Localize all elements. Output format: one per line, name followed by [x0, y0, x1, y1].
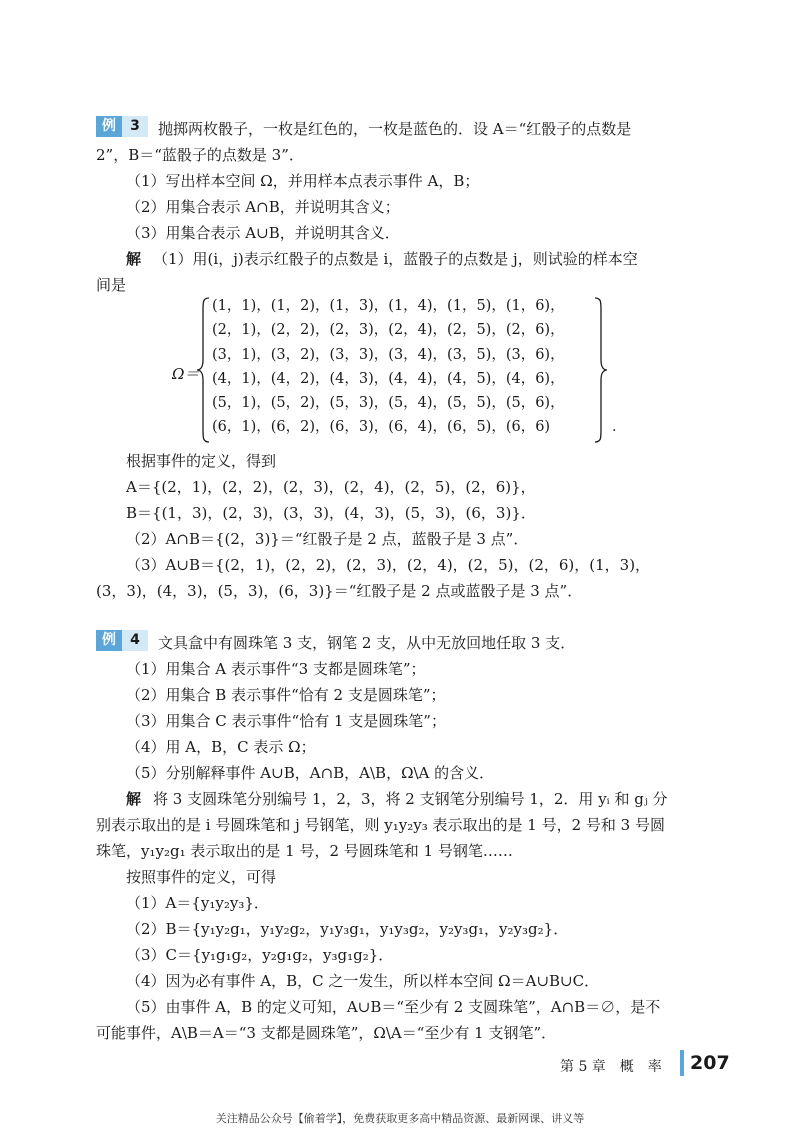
chapter-label: 第 5 章 概 率 [560, 1059, 662, 1075]
example-4-question-1: （1）用集合 A 表示事件“3 支都是圆珠笔”； [126, 660, 426, 678]
bottom-promo-note: 关注精品公众号【偷着学】，免费获取更多高中精品资源、最新网课、讲义等 [215, 1112, 585, 1125]
omega-row-6: (6，1)，(6，2)，(6，3)，(6，4)，(6，5)，(6，6) ． [212, 419, 627, 436]
example-3-question-1: （1）写出样本空间 Ω，并用样本点表示事件 A，B； [126, 172, 480, 190]
example-3-after-line-1: 根据事件的定义，得到 [126, 452, 277, 470]
omega-row-1: (1，1)，(1，2)，(1，3)，(1，4)，(1，5)，(1，6)， [212, 298, 565, 314]
example-3-question-3: （3）用集合表示 A∪B，并说明其含义． [126, 224, 400, 242]
example-4-solution-line-3: 珠笔，y₁y₂g₁ 表示取出的是 1 号，2 号圆珠笔和 1 号钢笔…… [96, 842, 513, 860]
example-3-block [96, 116, 708, 298]
example-3-solution-line-1: 解 （1）用(i，j)表示红骰子的点数是 i，蓝骰子的点数是 j，则试验的样本空 [126, 250, 638, 268]
example-3-answer-2: （2）A∩B＝{(2，3)}＝“红骰子是 2 点，蓝骰子是 3 点”． [126, 530, 529, 548]
example-4-badge: 例 4 [96, 630, 148, 651]
omega-row-2: (2，1)，(2，2)，(2，3)，(2，4)，(2，5)，(2，6)， [212, 322, 565, 339]
example-4-answer-2: （2）B＝{y₁y₂g₁，y₁y₂g₂，y₁y₃g₁，y₁y₃g₂，y₂y₃g₁，y₂y₃g₂}． [126, 920, 569, 938]
example-3-answer-3-line-2: (3，3)，(4，3)，(5，3)，(6，3)}＝“红骰子是 2 点或蓝骰子是 3 点”． [96, 582, 583, 600]
example-4-solution-line-1: 解 将 3 支圆珠笔分别编号 1，2，3，将 2 支钢笔分别编号 1，2．用 yᵢ 和 gⱼ 分 [126, 790, 668, 808]
right-brace [595, 298, 607, 442]
example-3-badge: 例 3 [96, 116, 148, 137]
example-3-set-b: B＝{(1，3)，(2，3)，(3，3)，(4，3)，(5，3)，(6，3)}． [126, 504, 536, 522]
example-4-solution-line-2: 别表示取出的是 i 号圆珠笔和 j 号钢笔，则 y₁y₂y₃ 表示取出的是 1 号，2 号和 3 号圆 [96, 816, 665, 834]
omega-row-3: (3，1)，(3，2)，(3，3)，(3，4)，(3，5)，(3，6)， [212, 346, 565, 363]
left-brace [197, 298, 209, 442]
omega-row-5: (5，1)，(5，2)，(5，3)，(5，4)，(5，5)，(5，6)， [212, 395, 565, 412]
page-number-bar [680, 1050, 684, 1076]
example-4-answer-4: （4）因为必有事件 A，B，C 之一发生，所以样本空间 Ω＝A∪B∪C． [126, 972, 600, 990]
example-3-solution-line-2: 间是 [96, 276, 127, 294]
example-4-answer-1: （1）A＝{y₁y₂y₃}． [126, 894, 269, 912]
example-4-answer-5-line-1: （5）由事件 A，B 的定义可知，A∪B＝“至少有 2 支圆珠笔”，A∩B＝∅，是不 [126, 998, 661, 1016]
example-4-question-2: （2）用集合 B 表示事件“恰有 2 支是圆珠笔”； [126, 686, 446, 704]
example-3-question-2: （2）用集合表示 A∩B，并说明其含义； [126, 198, 400, 216]
example-3-set-a: A＝{(2，1)，(2，2)，(2，3)，(2，4)，(2，5)，(2，6)}， [126, 478, 536, 496]
example-4-solution-line-4: 按照事件的定义，可得 [126, 868, 277, 886]
omega-equals: Ω＝ [172, 365, 200, 383]
omega-row-4: (4，1)，(4，2)，(4，3)，(4，4)，(4，5)，(4，6)， [212, 370, 565, 387]
example-4-block [96, 630, 708, 1046]
example-4-question-3: （3）用集合 C 表示事件“恰有 1 支是圆珠笔”； [126, 712, 446, 730]
example-4-answer-3: （3）C＝{y₁g₁g₂，y₂g₁g₂，y₃g₁g₂}． [126, 946, 394, 964]
page-number: 207 [690, 1052, 730, 1074]
example-3-stem-line-2: 2”，B＝“蓝骰子的点数是 3”． [96, 146, 304, 164]
example-3-answer-3-line-1: （3）A∪B＝{(2，1)，(2，2)，(2，3)，(2，4)，(2，5)，(2，6)，(1，3)， [126, 556, 651, 574]
example-4-question-5: （5）分别解释事件 A∪B，A∩B，A\B，Ω\A 的含义． [126, 764, 495, 782]
example-4-answer-5-line-2: 可能事件，A\B＝A＝“3 支都是圆珠笔”，Ω\A＝“至少有 1 支钢笔”． [96, 1024, 557, 1042]
solution-label: 解 [126, 250, 142, 268]
example-3-stem-line-1: 例 3 抛掷两枚骰子，一枚是红色的，一枚是蓝色的．设 A＝“红骰子的点数是 [96, 116, 708, 142]
solution-label: 解 [126, 790, 142, 808]
sample-space-rows [212, 294, 627, 440]
example-4-question-4: （4）用 A，B，C 表示 Ω； [126, 738, 316, 756]
example-4-stem: 例 4 文具盒中有圆珠笔 3 支，钢笔 2 支，从中无放回地任取 3 支． [96, 630, 708, 656]
example-3-solution-continued [96, 448, 708, 604]
